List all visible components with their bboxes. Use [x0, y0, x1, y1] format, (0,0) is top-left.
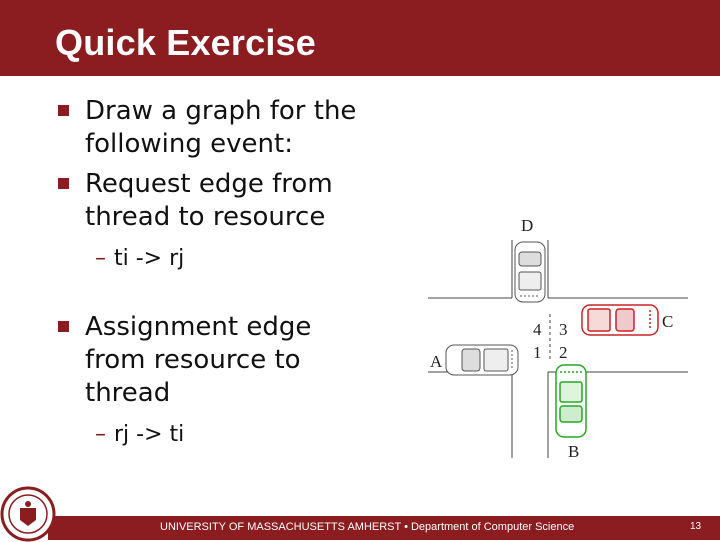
quadrant-2: 2	[559, 343, 568, 362]
university-seal-icon	[0, 486, 56, 542]
car-c	[582, 305, 658, 335]
sub-bullet-text: ti -> rj	[114, 246, 185, 271]
bullet-line: Request edge from	[85, 169, 333, 199]
label-a: A	[430, 352, 443, 371]
car-b	[556, 365, 586, 437]
label-c: C	[662, 312, 674, 331]
car-d	[515, 242, 545, 302]
quadrant-1: 1	[533, 343, 542, 362]
dash-icon: –	[95, 246, 106, 271]
bullet-line: Assignment edge	[85, 312, 312, 342]
slide-title: Quick Exercise	[55, 22, 316, 63]
quadrant-4: 4	[533, 320, 542, 339]
label-d: D	[521, 216, 534, 235]
bullet-line: thread	[85, 378, 171, 408]
bullet-line: from resource to	[85, 345, 301, 375]
label-b: B	[568, 442, 580, 461]
quadrant-3: 3	[559, 320, 568, 339]
bullet-line: Draw a graph for the	[85, 96, 357, 126]
car-a	[446, 345, 518, 375]
bullet-line: following event:	[85, 129, 293, 159]
dash-icon: –	[95, 422, 106, 447]
sub-bullet-text: rj -> ti	[114, 422, 185, 447]
bullet-line: thread to resource	[85, 202, 326, 232]
footer-text: UNIVERSITY OF MASSACHUSETTS AMHERST • Department of Computer Science	[160, 521, 575, 533]
page-number: 13	[690, 521, 702, 532]
